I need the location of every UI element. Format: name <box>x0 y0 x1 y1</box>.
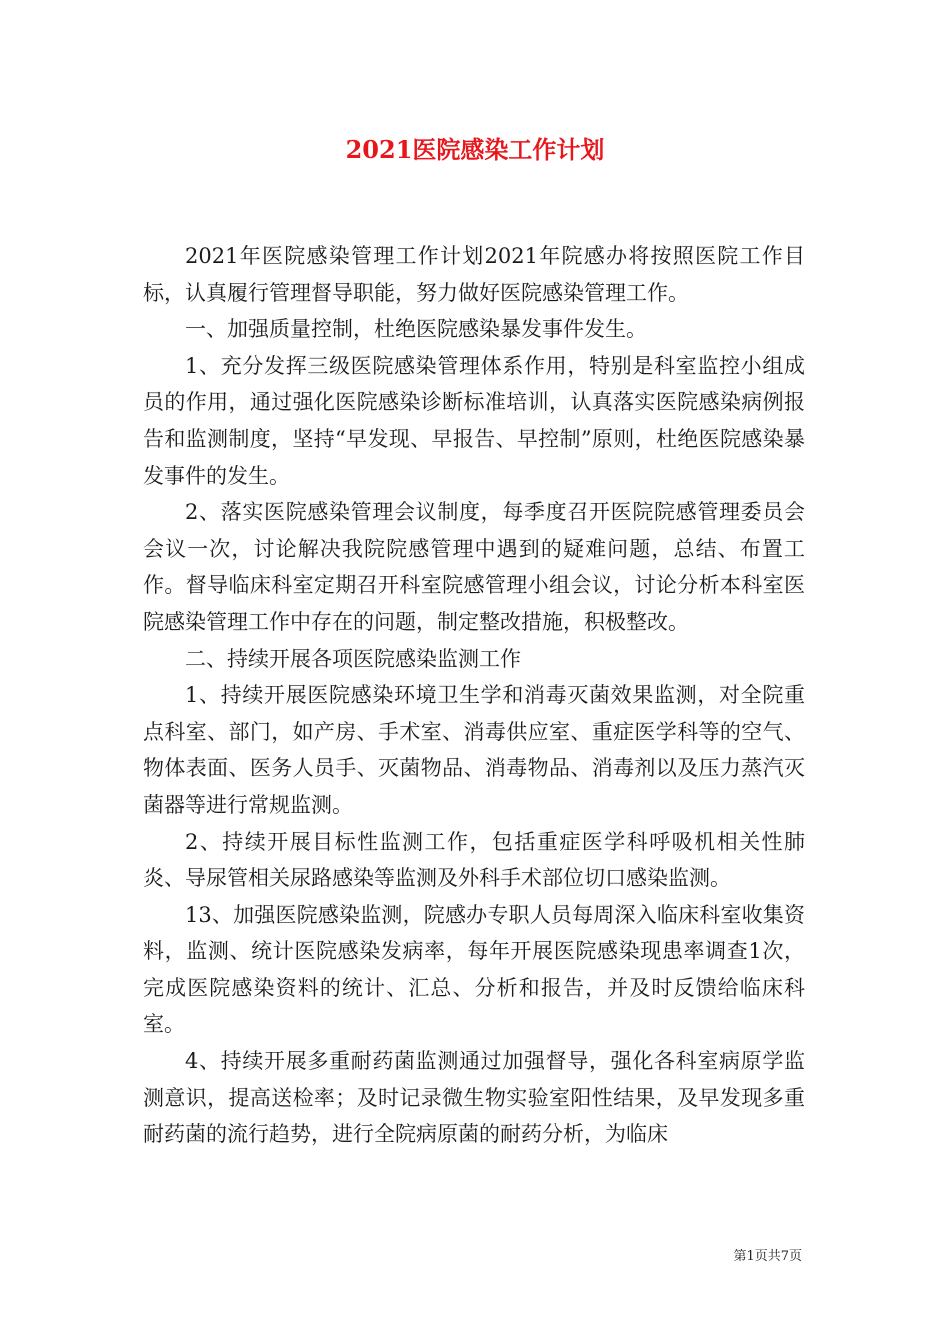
section-2-item-4: 4、持续开展多重耐药菌监测通过加强督导，强化各科室病原学监测意识，提高送检率；及时记录微生物实验室阳性结果，及早发现多重耐药菌的流行趋势，进行全院病原菌的耐药分析，为临床 <box>143 1049 805 1147</box>
section-2-item-2: 2、持续开展目标性监测工作，包括重症医学科呼吸机相关性肺炎、导尿管相关尿路感染等监测及外科手术部位切口感染监测。 <box>143 829 805 891</box>
intro-paragraph: 2021年医院感染管理工作计划2021年院感办将按照医院工作目标，认真履行管理督导职能，努力做好医院感染管理工作。 <box>143 244 805 305</box>
section-1-item-1: 1、充分发挥三级医院感染管理体系作用，特别是科室监控小组成员的作用，通过强化医院感染诊断标准培训，认真落实医院感染病例报告和监测制度，坚持“早发现、早报告、早控制”原则，杜绝医院感染暴发事件的发生。 <box>143 353 805 488</box>
section-2-item-3: 13、加强医院感染监测，院感办专职人员每周深入临床科室收集资料，监测、统计医院感染发病率，每年开展医院感染现患率调查1次，完成医院感染资料的统计、汇总、分析和报告，并及时反馈给临床科室。 <box>143 902 805 1037</box>
page-number: 第1页共7页 <box>733 1249 802 1264</box>
document-body <box>143 238 805 1153</box>
section-heading-2: 二、持续开展各项医院感染监测工作 <box>185 646 521 671</box>
section-2-item-1: 1、持续开展医院感染环境卫生学和消毒灭菌效果监测，对全院重点科室、部门，如产房、手术室、消毒供应室、重症医学科等的空气、物体表面、医务人员手、灭菌物品、消毒物品、消毒剂以及压力蒸汽灭菌器等进行常规监测。 <box>143 683 805 817</box>
section-heading-1: 一、加强质量控制，杜绝医院感染暴发事件发生。 <box>185 317 647 342</box>
section-1-item-2: 2、落实医院感染管理会议制度，每季度召开医院院感管理委员会会议一次，讨论解决我院院感管理中遇到的疑难问题，总结、布置工作。督导临床科室定期召开科室院感管理小组会议，讨论分析本科室医院感染管理工作中存在的问题，制定整改措施，积极整改。 <box>143 500 805 634</box>
document-title: 2021医院感染工作计划 <box>345 135 605 164</box>
